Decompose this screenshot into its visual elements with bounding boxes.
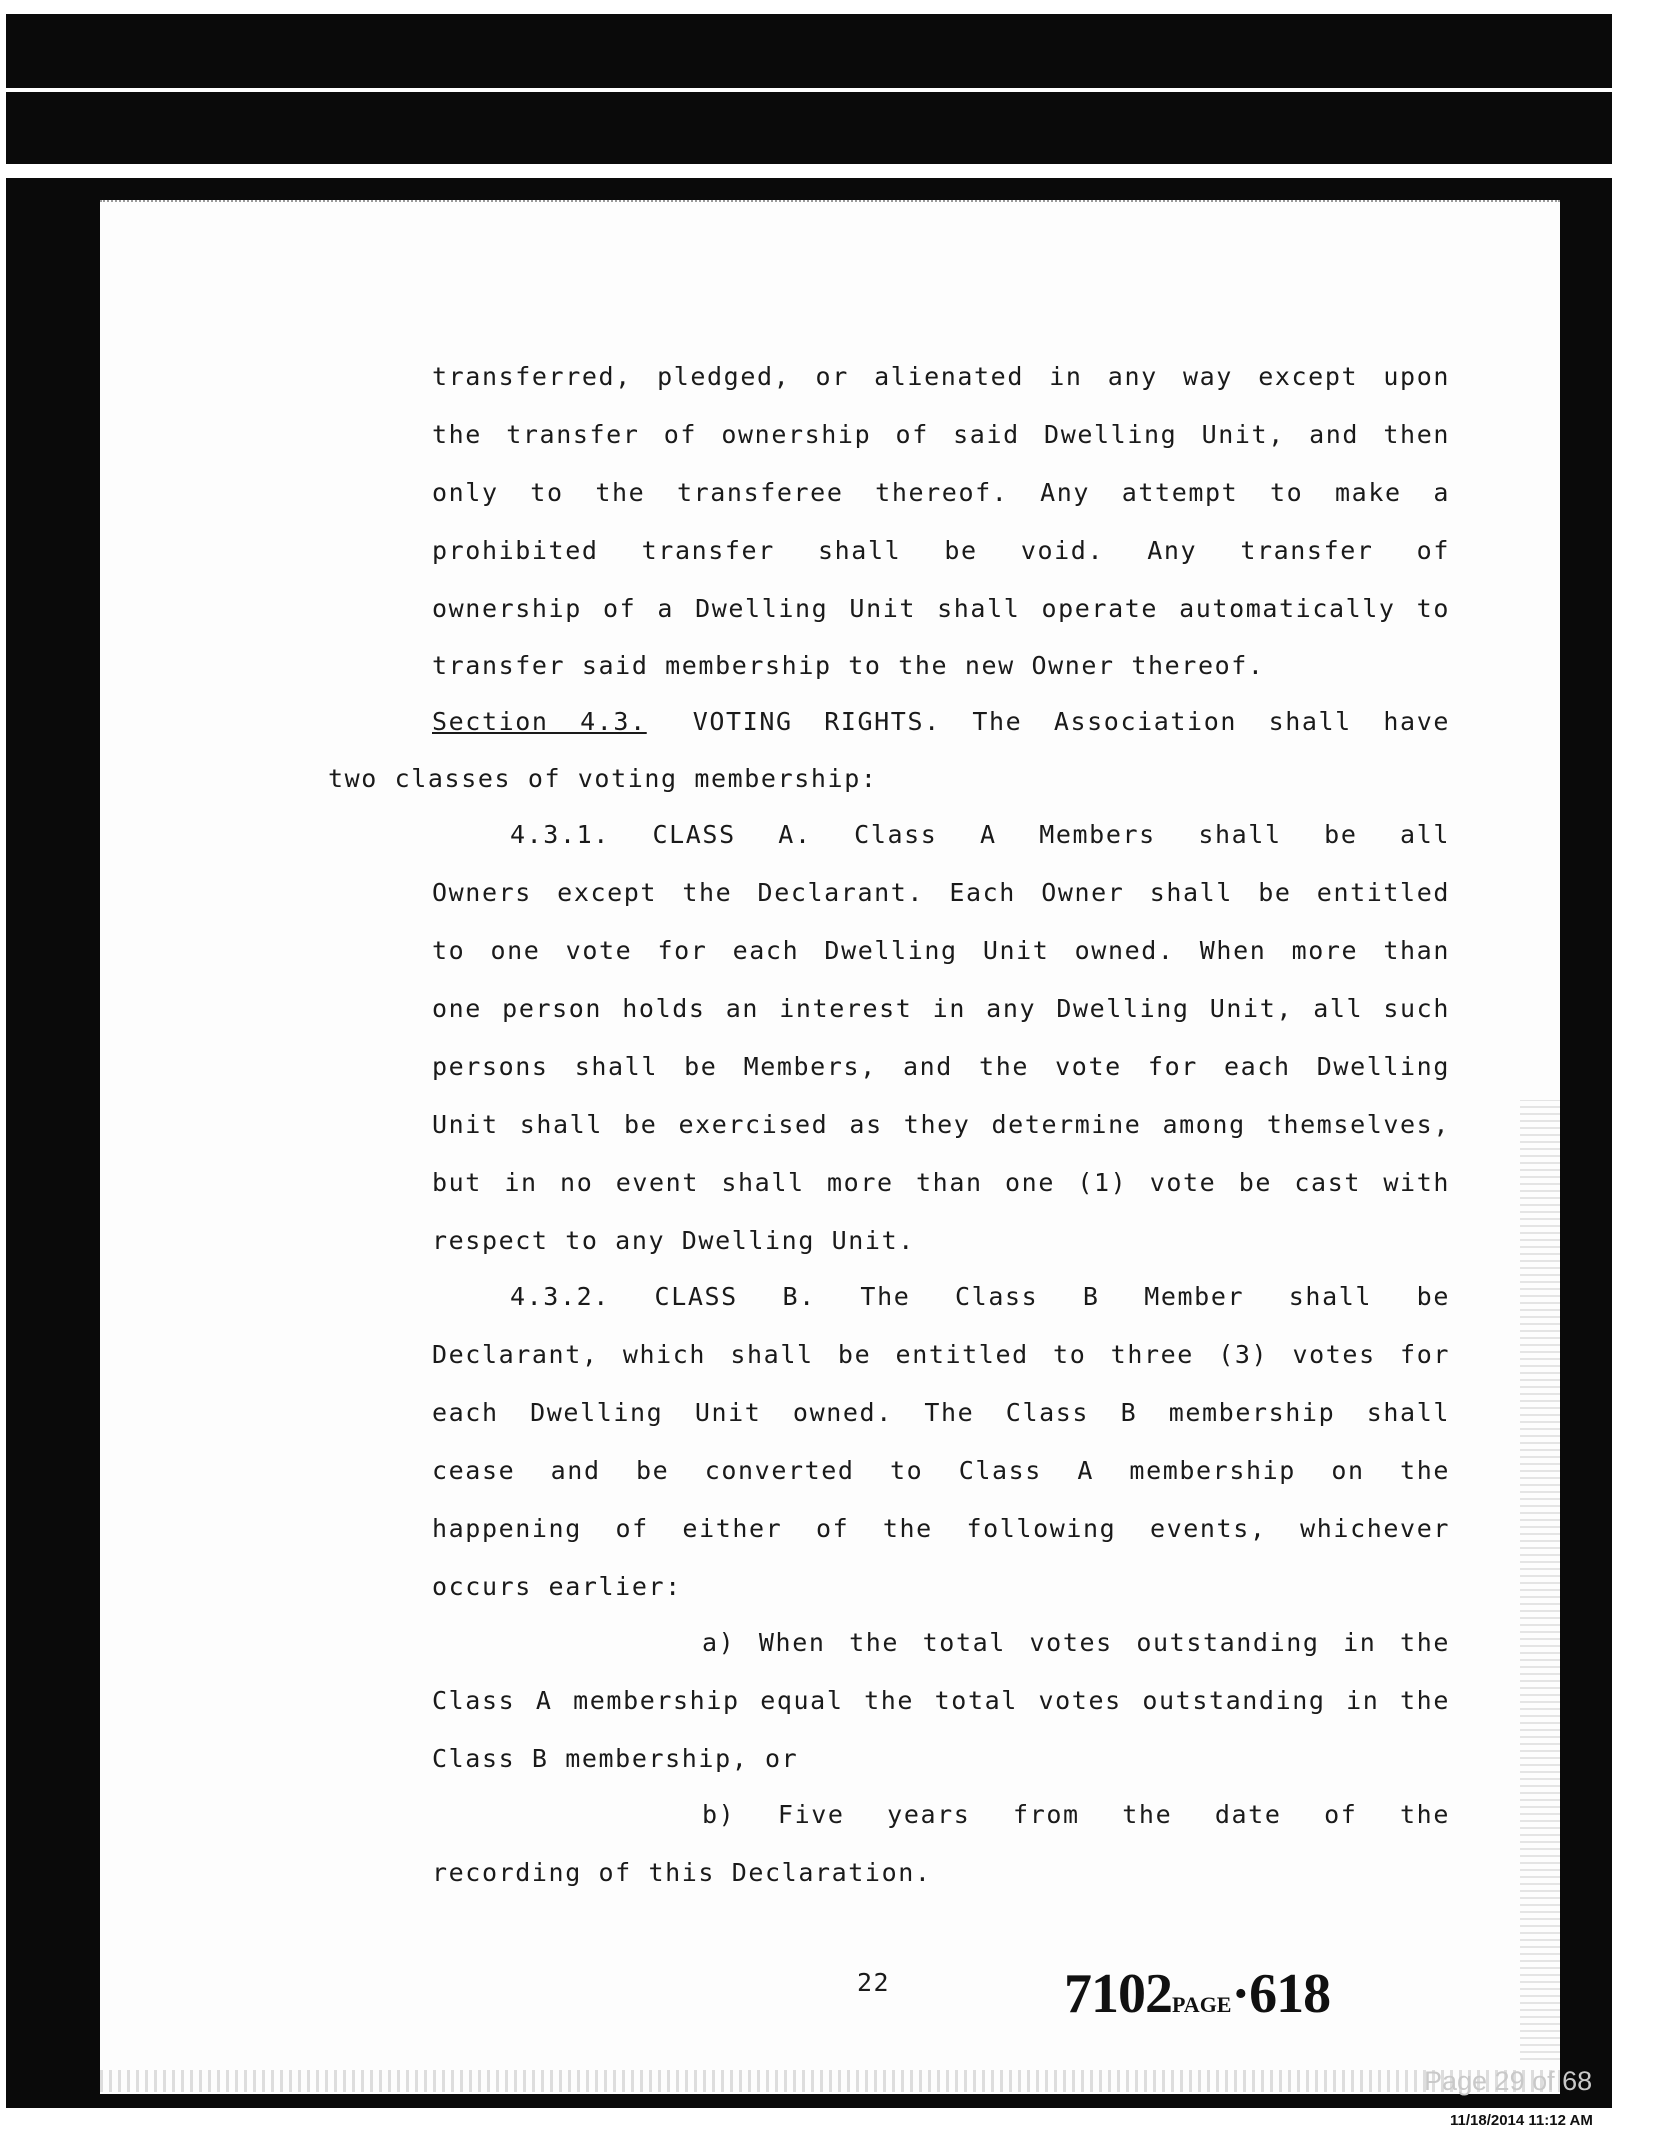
text-line: Declarant, which shall be entitled to three (3) votes for <box>432 1340 1450 1369</box>
text-line: transfer said membership to the new Owner thereof. <box>432 651 1265 680</box>
text-line: ownership of a Dwelling Unit shall operate automatically to <box>432 594 1450 623</box>
book-page-label: PAGE <box>1172 1992 1232 2017</box>
text-line: persons shall be Members, and the vote for each Dwelling <box>432 1052 1450 1081</box>
scan-header-rule <box>6 88 1612 92</box>
text-line: respect to any Dwelling Unit. <box>432 1226 915 1255</box>
section-heading <box>432 707 1450 737</box>
text-line: prohibited transfer shall be void. Any transfer of <box>432 536 1450 565</box>
text-line: occurs earlier: <box>432 1572 682 1601</box>
class-a-heading: 4.3.1. CLASS A. Class A Members shall be all <box>510 820 1450 849</box>
text-line: one person holds an interest in any Dwelling Unit, all such <box>432 994 1450 1023</box>
text-line: transferred, pledged, or alienated in any way except upon <box>432 362 1450 391</box>
section-label: Section 4.3. <box>432 707 647 736</box>
text-line: but in no event shall more than one (1) vote be cast with <box>432 1168 1450 1197</box>
text-line: only to the transferee thereof. Any attempt to make a <box>432 478 1450 507</box>
page-counter: Page 29 of 68 <box>1424 2066 1593 2096</box>
text-line: recording of this Declaration. <box>432 1858 932 1887</box>
class-b-heading: 4.3.2. CLASS B. The Class B Member shall be <box>510 1282 1450 1311</box>
text-line: Owners except the Declarant. Each Owner shall be entitled <box>432 878 1450 907</box>
page-number: 22 <box>857 1968 891 1997</box>
book-page-number: 618 <box>1249 1963 1331 2025</box>
text-line: the transfer of ownership of said Dwelling Unit, and then <box>432 420 1450 449</box>
text-line: cease and be converted to Class A membership on the <box>432 1456 1450 1485</box>
book-page-stamp <box>1064 1962 1330 2026</box>
print-timestamp: 11/18/2014 11:12 AM <box>1450 2112 1593 2129</box>
section-heading-text: VOTING RIGHTS. The Association shall have <box>692 707 1450 736</box>
item-a-heading: a) When the total votes outstanding in the <box>702 1628 1450 1657</box>
book-number: 7102 <box>1064 1963 1172 2025</box>
book-page-separator: · <box>1231 1963 1250 2025</box>
text-line: Class A membership equal the total votes outstanding in the <box>432 1686 1450 1715</box>
text-line: Unit shall be exercised as they determine among themselves, <box>432 1110 1450 1139</box>
section-continuation: two classes of voting membership: <box>328 764 878 793</box>
scan-noise-bottom <box>100 2070 1560 2092</box>
scan-noise-right <box>1520 1100 1560 2060</box>
item-b-heading: b) Five years from the date of the <box>702 1800 1450 1829</box>
text-line: to one vote for each Dwelling Unit owned. When more than <box>432 936 1450 965</box>
text-line: each Dwelling Unit owned. The Class B membership shall <box>432 1398 1450 1427</box>
text-line: happening of either of the following events, whichever <box>432 1514 1450 1543</box>
text-line: Class B membership, or <box>432 1744 799 1773</box>
